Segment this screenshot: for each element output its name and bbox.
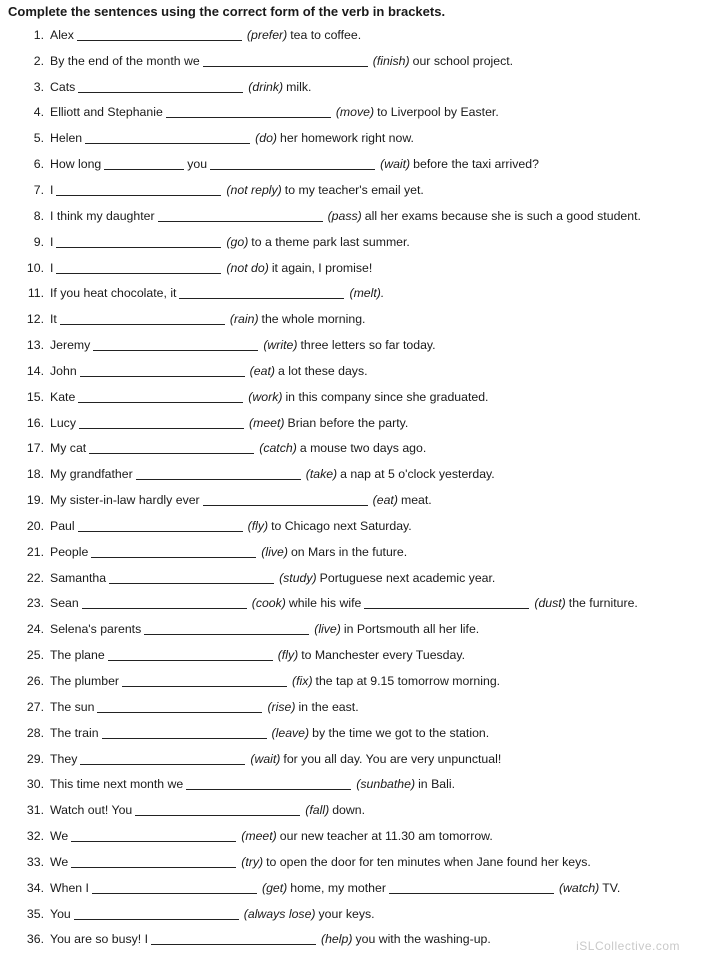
sentence-text: tea to coffee. bbox=[290, 27, 362, 42]
exercise-row bbox=[0, 720, 702, 746]
sentence-text: We bbox=[50, 854, 69, 869]
verb-hint: (rain) bbox=[229, 312, 259, 327]
sentence-text: to Chicago next Saturday. bbox=[271, 518, 412, 533]
exercise-number: 13. bbox=[26, 338, 44, 353]
answer-blank[interactable] bbox=[203, 55, 368, 67]
sentence-text: Paul bbox=[50, 518, 75, 533]
exercise-row bbox=[0, 539, 702, 565]
sentence-text: on Mars in the future. bbox=[290, 544, 408, 559]
answer-blank[interactable] bbox=[77, 29, 242, 41]
exercise-row bbox=[0, 694, 702, 720]
exercise-row bbox=[0, 100, 702, 126]
exercise-number: 16. bbox=[26, 415, 44, 430]
answer-blank[interactable] bbox=[80, 365, 245, 377]
answer-blank[interactable] bbox=[56, 184, 221, 196]
sentence-text: down. bbox=[332, 803, 366, 818]
sentence-text: in Portsmouth all her life. bbox=[343, 622, 480, 637]
sentence-text: Selena's parents bbox=[50, 622, 142, 637]
verb-hint: (rise) bbox=[267, 699, 296, 714]
exercise-number: 10. bbox=[26, 260, 44, 275]
answer-blank[interactable] bbox=[203, 494, 368, 506]
sentence-text: The plane bbox=[50, 648, 105, 663]
sentence-text: How long bbox=[50, 157, 102, 172]
sentence-text: This time next month we bbox=[50, 777, 184, 792]
answer-blank[interactable] bbox=[97, 701, 262, 713]
exercise-row bbox=[0, 306, 702, 332]
exercise-number: 31. bbox=[26, 803, 44, 818]
exercise-row bbox=[0, 797, 702, 823]
answer-blank[interactable] bbox=[80, 753, 245, 765]
sentence-text: If you heat chocolate, it bbox=[50, 286, 177, 301]
answer-blank[interactable] bbox=[109, 572, 274, 584]
exercise-number: 27. bbox=[26, 699, 44, 714]
exercise-row bbox=[0, 668, 702, 694]
exercise-row bbox=[0, 771, 702, 797]
answer-blank[interactable] bbox=[102, 727, 267, 739]
sentence-text: It bbox=[50, 312, 57, 327]
exercise-number: 15. bbox=[26, 389, 44, 404]
sentence-text: Jeremy bbox=[50, 338, 91, 353]
exercise-row bbox=[0, 875, 702, 901]
sentence-text: the furniture. bbox=[568, 596, 638, 611]
answer-blank[interactable] bbox=[79, 417, 244, 429]
verb-hint: (help) bbox=[321, 932, 353, 947]
answer-blank[interactable] bbox=[71, 856, 236, 868]
exercise-number: 5. bbox=[33, 131, 44, 146]
sentence-text: They bbox=[50, 751, 78, 766]
exercise-number: 18. bbox=[26, 467, 44, 482]
sentence-text: a nap at 5 o'clock yesterday. bbox=[340, 467, 495, 482]
exercise-number: 20. bbox=[26, 518, 44, 533]
exercise-number: 2. bbox=[33, 53, 44, 68]
answer-blank[interactable] bbox=[151, 933, 316, 945]
sentence-text: home, my mother bbox=[290, 880, 386, 895]
verb-hint: (eat) bbox=[249, 363, 275, 378]
exercise-number: 1. bbox=[33, 27, 44, 42]
sentence-text: Brian before the party. bbox=[287, 415, 409, 430]
sentence-text: The sun bbox=[50, 699, 95, 714]
exercise-number: 21. bbox=[26, 544, 44, 559]
exercise-row bbox=[0, 901, 702, 927]
sentence-text: I bbox=[50, 234, 54, 249]
answer-blank[interactable] bbox=[135, 804, 300, 816]
verb-hint: (watch) bbox=[558, 880, 600, 895]
sentence-text: to my teacher's email yet. bbox=[284, 182, 424, 197]
verb-hint: (prefer) bbox=[246, 27, 288, 42]
verb-hint: (fall) bbox=[305, 803, 330, 818]
verb-hint: (eat) bbox=[372, 493, 398, 508]
verb-hint: (go) bbox=[226, 234, 249, 249]
sentence-text: her homework right now. bbox=[280, 131, 414, 146]
sentence-text: When I bbox=[50, 880, 89, 895]
sentence-text: a mouse two days ago. bbox=[299, 441, 427, 456]
exercise-row bbox=[0, 384, 702, 410]
exercise-row bbox=[0, 177, 702, 203]
exercise-row bbox=[0, 358, 702, 384]
sentence-text: You bbox=[50, 906, 71, 921]
verb-hint: (try) bbox=[241, 854, 264, 869]
sentence-text: I bbox=[50, 260, 54, 275]
answer-blank[interactable] bbox=[364, 597, 529, 609]
answer-blank[interactable] bbox=[82, 597, 247, 609]
verb-hint: (live) bbox=[314, 622, 341, 637]
answer-blank[interactable] bbox=[78, 391, 243, 403]
sentence-text: before the taxi arrived? bbox=[413, 157, 539, 172]
sentence-text: in the east. bbox=[298, 699, 359, 714]
sentence-text: Portuguese next academic year. bbox=[319, 570, 496, 585]
sentence-text: Watch out! You bbox=[50, 803, 133, 818]
exercise-row bbox=[0, 410, 702, 436]
exercise-row bbox=[0, 591, 702, 617]
sentence-text: your keys. bbox=[318, 906, 375, 921]
exercise-number: 7. bbox=[33, 182, 44, 197]
exercise-number: 12. bbox=[26, 312, 44, 327]
exercise-number: 24. bbox=[26, 622, 44, 637]
answer-blank[interactable] bbox=[56, 236, 221, 248]
exercise-number: 23. bbox=[26, 596, 44, 611]
verb-hint: (fly) bbox=[277, 648, 299, 663]
answer-blank[interactable] bbox=[91, 546, 256, 558]
exercise-number: 33. bbox=[26, 854, 44, 869]
answer-blank[interactable] bbox=[78, 520, 243, 532]
watermark: iSLCollective.com bbox=[576, 939, 680, 953]
sentence-text: You are so busy! I bbox=[50, 932, 148, 947]
verb-hint: (meet) bbox=[248, 415, 285, 430]
exercise-number: 34. bbox=[26, 880, 44, 895]
verb-hint: (cook) bbox=[251, 596, 286, 611]
exercise-number: 17. bbox=[26, 441, 44, 456]
verb-hint: (work) bbox=[248, 389, 283, 404]
verb-hint: (live) bbox=[261, 544, 288, 559]
answer-blank[interactable] bbox=[104, 158, 184, 170]
sentence-text: for you all day. You are very unpunctual! bbox=[283, 751, 502, 766]
answer-blank[interactable] bbox=[74, 908, 239, 920]
sentence-text: Elliott and Stephanie bbox=[50, 105, 163, 120]
answer-blank[interactable] bbox=[78, 81, 243, 93]
sentence-text: milk. bbox=[286, 79, 312, 94]
verb-hint: (finish) bbox=[372, 53, 410, 68]
exercise-number: 25. bbox=[26, 648, 44, 663]
exercise-row bbox=[0, 74, 702, 100]
exercise-number: 6. bbox=[33, 157, 44, 172]
exercise-row bbox=[0, 229, 702, 255]
answer-blank[interactable] bbox=[93, 339, 258, 351]
verb-hint: (not do) bbox=[226, 260, 269, 275]
sentence-text: By the end of the month we bbox=[50, 53, 200, 68]
exercise-row bbox=[0, 332, 702, 358]
answer-blank[interactable] bbox=[136, 468, 301, 480]
sentence-text: by the time we got to the station. bbox=[312, 725, 490, 740]
sentence-text: Kate bbox=[50, 389, 76, 404]
answer-blank[interactable] bbox=[108, 649, 273, 661]
exercise-row bbox=[0, 22, 702, 48]
answer-blank[interactable] bbox=[71, 830, 236, 842]
sentence-text: three letters so far today. bbox=[300, 338, 436, 353]
exercise-row bbox=[0, 513, 702, 539]
sentence-text: I bbox=[50, 182, 54, 197]
answer-blank[interactable] bbox=[179, 287, 344, 299]
sentence-text: John bbox=[50, 363, 77, 378]
answer-blank[interactable] bbox=[144, 623, 309, 635]
verb-hint: (take) bbox=[305, 467, 338, 482]
exercise-row bbox=[0, 48, 702, 74]
sentence-text: our school project. bbox=[412, 53, 514, 68]
exercise-number: 11. bbox=[27, 286, 44, 301]
verb-hint: (pass) bbox=[327, 208, 362, 223]
sentence-text: Cats bbox=[50, 79, 76, 94]
answer-blank[interactable] bbox=[56, 262, 221, 274]
exercise-number: 8. bbox=[33, 208, 44, 223]
sentence-text: Helen bbox=[50, 131, 83, 146]
sentence-text: you bbox=[187, 157, 208, 172]
sentence-text: the tap at 9.15 tomorrow morning. bbox=[315, 674, 501, 689]
answer-blank[interactable] bbox=[92, 882, 257, 894]
sentence-text: The train bbox=[50, 725, 99, 740]
exercise-row bbox=[0, 125, 702, 151]
verb-hint: (dust) bbox=[534, 596, 566, 611]
exercise-row bbox=[0, 255, 702, 281]
sentence-text: while his wife bbox=[288, 596, 362, 611]
answer-blank[interactable] bbox=[89, 442, 254, 454]
sentence-text: Lucy bbox=[50, 415, 76, 430]
answer-blank[interactable] bbox=[186, 778, 351, 790]
verb-hint: (do) bbox=[255, 131, 278, 146]
exercise-row bbox=[0, 849, 702, 875]
sentence-text: to open the door for ten minutes when Jane found her keys. bbox=[266, 854, 591, 869]
exercise-row bbox=[0, 487, 702, 513]
exercise-number: 29. bbox=[26, 751, 44, 766]
verb-hint: (not reply) bbox=[226, 182, 282, 197]
sentence-text: My grandfather bbox=[50, 467, 133, 482]
exercise-number: 14. bbox=[26, 363, 44, 378]
sentence-text: People bbox=[50, 544, 89, 559]
verb-hint: (meet) bbox=[241, 829, 277, 844]
verb-hint: (drink) bbox=[248, 79, 284, 94]
sentence-text: the whole morning. bbox=[261, 312, 366, 327]
sentence-text: to Liverpool by Easter. bbox=[377, 105, 499, 120]
sentence-text: meat. bbox=[400, 493, 432, 508]
verb-hint: (write) bbox=[263, 338, 298, 353]
verb-hint: (fix) bbox=[292, 674, 313, 689]
verb-hint: (wait) bbox=[250, 751, 281, 766]
verb-hint: (leave) bbox=[271, 725, 310, 740]
exercise-row bbox=[0, 642, 702, 668]
exercise-row bbox=[0, 461, 702, 487]
exercise-number: 36. bbox=[26, 932, 44, 947]
worksheet-title: Complete the sentences using the correct form of the verb in brackets. bbox=[8, 4, 446, 19]
sentence-text: all her exams because she is such a good student. bbox=[364, 208, 641, 223]
sentence-text: Alex bbox=[50, 27, 74, 42]
exercise-number: 35. bbox=[26, 906, 44, 921]
sentence-text: to a theme park last summer. bbox=[251, 234, 410, 249]
exercise-list bbox=[0, 22, 702, 952]
verb-hint: (move) bbox=[335, 105, 375, 120]
answer-blank[interactable] bbox=[60, 313, 225, 325]
exercise-row bbox=[0, 436, 702, 462]
exercise-number: 19. bbox=[26, 493, 44, 508]
exercise-number: 22. bbox=[26, 570, 44, 585]
sentence-text: I think my daughter bbox=[50, 208, 155, 223]
exercise-number: 4. bbox=[33, 105, 44, 120]
verb-hint: (sunbathe) bbox=[356, 777, 416, 792]
answer-blank[interactable] bbox=[122, 675, 287, 687]
sentence-text: Sean bbox=[50, 596, 79, 611]
sentence-text: My cat bbox=[50, 441, 87, 456]
sentence-text: it again, I promise! bbox=[271, 260, 373, 275]
answer-blank[interactable] bbox=[166, 106, 331, 118]
sentence-text: a lot these days. bbox=[277, 363, 368, 378]
exercise-row bbox=[0, 280, 702, 306]
sentence-text: TV. bbox=[602, 880, 621, 895]
answer-blank[interactable] bbox=[210, 158, 375, 170]
verb-hint: (always lose) bbox=[243, 906, 316, 921]
exercise-row bbox=[0, 616, 702, 642]
verb-hint: (fly) bbox=[247, 518, 269, 533]
exercise-row bbox=[0, 151, 702, 177]
exercise-number: 3. bbox=[33, 79, 44, 94]
exercise-number: 32. bbox=[26, 829, 44, 844]
exercise-number: 9. bbox=[33, 234, 44, 249]
exercise-number: 30. bbox=[26, 777, 44, 792]
verb-hint: (get) bbox=[261, 880, 288, 895]
answer-blank[interactable] bbox=[85, 132, 250, 144]
verb-hint: (wait) bbox=[380, 157, 411, 172]
exercise-row bbox=[0, 565, 702, 591]
verb-hint: (study) bbox=[279, 570, 317, 585]
sentence-text: in this company since she graduated. bbox=[285, 389, 489, 404]
sentence-text: you with the washing-up. bbox=[355, 932, 491, 947]
exercise-row bbox=[0, 746, 702, 772]
sentence-text: to Manchester every Tuesday. bbox=[301, 648, 466, 663]
sentence-text: our new teacher at 11.30 am tomorrow. bbox=[279, 829, 493, 844]
exercise-row bbox=[0, 203, 702, 229]
sentence-text: My sister-in-law hardly ever bbox=[50, 493, 200, 508]
verb-hint: (catch) bbox=[259, 441, 297, 456]
answer-blank[interactable] bbox=[389, 882, 554, 894]
exercise-number: 28. bbox=[26, 725, 44, 740]
sentence-text: The plumber bbox=[50, 674, 120, 689]
sentence-text: Samantha bbox=[50, 570, 107, 585]
exercise-row bbox=[0, 823, 702, 849]
exercise-number: 26. bbox=[26, 674, 44, 689]
sentence-text: We bbox=[50, 829, 69, 844]
sentence-text: in Bali. bbox=[418, 777, 455, 792]
verb-hint: (melt). bbox=[349, 286, 385, 301]
answer-blank[interactable] bbox=[158, 210, 323, 222]
